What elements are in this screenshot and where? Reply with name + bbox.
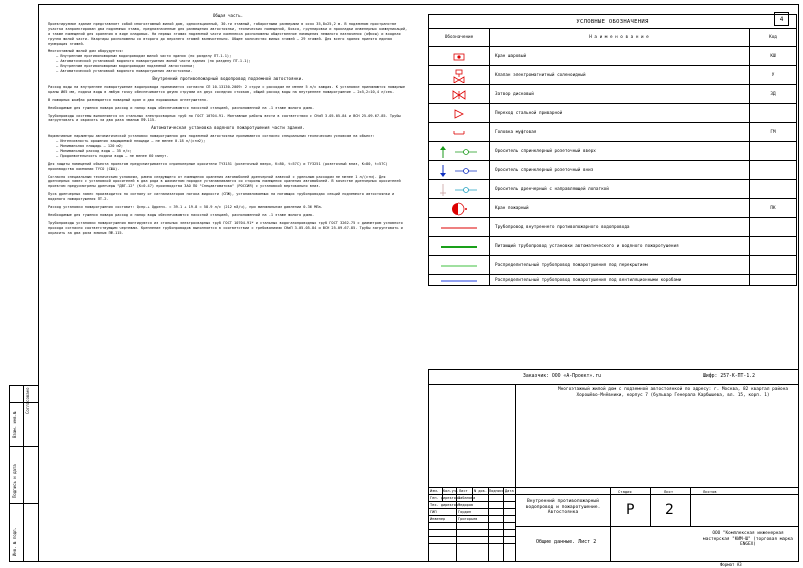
list-item: – Внутренним противопожарным водопроводом жилой части здания (по разделу ПТ-1.1);: [56, 54, 232, 59]
col-code: Код: [769, 35, 777, 40]
legend-row-butterfly: Затвор дисковый ЗД: [429, 85, 796, 104]
project-code: Шифр: 257-К-ПТ-1.2: [703, 374, 755, 379]
para-13: Трубопроводы установки пожаротушения монтируются из стальных электросварных труб ГОСТ 10704-91* и стальных водогазопроводных труб ГОСТ 3262-75 с диаметром условного прохода согласно соответствующим чертежам. Крепление трубопроводов выполняется в соответствии с требованиями СНиП 3.05.05-84 и ВСН 25-09.67-85. Трубы загрунтовать и окрасить за два раза эмалью ПФ-115.: [48, 220, 403, 235]
list-item: – Внутренним противопожарным водопроводом подземной автостоянки;: [56, 64, 195, 69]
para-12: Необходимые для тушения пожара расход и напор воды обеспечиваются насосной станцией, расположенной на -1 этаже жилого дома.: [48, 213, 315, 217]
drencher-icon: [429, 180, 489, 199]
pipe-duct-line: [429, 275, 489, 286]
customer: Заказчик: ООО «А-Проект».ru: [523, 374, 601, 379]
reducer-icon: [429, 104, 489, 123]
sheets-label: Листов: [703, 489, 717, 494]
para-2-intro: Многоэтажный жилой дом оборудуется:: [48, 49, 124, 54]
para-6: Трубопроводы системы выполняются из стальных электросварных труб по ГОСТ 10704-91. Монтажные работы вести в соответствии с СНиП 3.05.05-84 и ВСН 25-09.67-85. Трубы загрунтовать и окрасить за два раза эмалью ПФ-115.: [48, 113, 401, 123]
para-10: Пуск дренчерных завес производится по сигналу от сигнализаторов потока жидкости (СПЖ), устанавливаемых на питающих трубопроводах секций подземного автостоянки и водяного пожаротушения ПТ-2.: [48, 192, 395, 202]
strip-inv-orig: Инв. № подл.: [12, 527, 17, 556]
para-8: Для защиты помещений объекта проектом предусматривается спринклерные оросители TY3151 (розеточный вверх, К=80, t=57С) и TY3251 (розеточный вниз, К=80, t=57С) производства компании TYCO (США).: [48, 161, 388, 171]
role-gen-director: Ген. директор: [430, 496, 459, 500]
heading-auto: Автоматическая установка водяного пожаротушения части здания.: [151, 125, 305, 131]
name-gen-director: Шабанова: [458, 496, 476, 500]
legend-title: УСЛОВНЫЕ ОБОЗНАЧЕНИЯ: [429, 15, 796, 29]
header-kol: Кол.уч.: [443, 489, 459, 493]
stage-label: Стадия: [618, 489, 632, 494]
name-tech-director: Федоров: [458, 503, 474, 507]
general-notes: [48, 12, 408, 239]
legend-row-pipe-internal: Трубопровод внутреннего противопожарного водопровода: [429, 218, 796, 237]
parameters-list: [48, 139, 408, 159]
header-date: Дата: [505, 489, 514, 493]
pipe-distribution-line: [429, 256, 489, 275]
legend-row-hydrant: Кран пожарный ПК: [429, 199, 796, 218]
legend-table: [428, 14, 797, 286]
col-symbol: Обозначение: [444, 35, 474, 40]
name-gip: Гордин: [458, 510, 471, 514]
para-9: Согласно специальным техническим условиям, рампа следующего от помещения хранения автомобилей дренчерной завесой с удельным расходом не менее 1 л/(с∙м). Для дренчерных завес с установкой оросителей в два ряда в шахматном порядке устанавливаются со стороны помещения хранения автомобилей. В качестве дренчерных оросителей проектом предусмотрены дренчеры "ДВГ-12" (К=0.47) производства ЗАО ПО "Спецавтоматика" (РОССИЯ) с установкой вертикально вниз.: [48, 174, 401, 189]
solenoid-valve-icon: [429, 66, 489, 85]
header-ndoc: N док.: [474, 489, 487, 493]
heading-internal: Внутренний противопожарный водопровод подземной автостоянки.: [152, 75, 304, 81]
legend-row-solenoid: Клапан электромагнитный соленоидный У: [429, 66, 796, 85]
legend-header: [429, 29, 796, 47]
section-title: Внутренний противопожарный водопровод и пожаротушение. Автостоянка: [525, 499, 601, 516]
ball-valve-icon: [429, 47, 489, 66]
sheet-value: 2: [665, 502, 674, 518]
heading-general: Общая часть.: [212, 13, 244, 18]
para-1: Проектируемое здание представляет собой многоэтажный жилой дом, односекционный, 30-ти этажный, габаритными размерами в осях 35,8х25,2 м. В подземном пространстве участка запроектирован два подземных этажа, предназначенные для размещения автостоянки, технических помещений, бокса, группировки и прокладки инженерных коммуникаций, а также помещений для хранения в виде кладовых. На первых этажах надземной части комплекса расположены общественное помещения нежилого назначения (офисы) и входная группа жилой части. Квартиры расположены со второго до верхнего этажей включительно. Общее количество жилых этажей – 29 этажей. Для всего здания принята единая нумерация этажей.: [48, 21, 408, 46]
strip-sign-date: Подпись и дата: [12, 464, 17, 498]
equipment-list: [48, 54, 408, 74]
name-engineer: Григорьев: [458, 517, 478, 521]
list-item: – Автоматической установкой водяного пожаротушения жилой части здания (по разделу ПТ-1.1);: [56, 59, 251, 64]
list-item: – Продолжительность подачи воды – не менее 60 минут.: [56, 153, 169, 158]
list-item: – Минимальный расход воды – 35 л/с;: [56, 148, 132, 153]
para-11: Расход установки пожаротушения составит: Qспр.+ Qдренч. = 39.1 + 19.8 = 58.9 л/с (212 м3/ч), при минимальном давлении 0.36 МПа.: [48, 205, 323, 210]
role-engineer: Инженер: [430, 517, 446, 521]
company-name: ООО "Комплексная инженерная мастерская "КИМ-Ш" (торговая марка ENGEX): [703, 531, 793, 548]
list-item: – Минимальная площадь – 120 м2;: [56, 144, 124, 149]
para-3: Расход воды на внутреннее пожаротушение водопровода принимается согласно СП 10.13130.2009: 2 струи с расходом не менее 5 л/с каждая. К установке принимаются пожарные краны Ø65 мм, подача воды в любую точку обеспечивается двумя струями из двух соседних стояков, общий расход воды на внутреннее пожаротушение – 2х5,2=10,4 л/сек.: [48, 84, 405, 94]
header-sign: Подпись: [489, 489, 505, 493]
legend-row-ball-valve: Кран шаровый КШ: [429, 47, 796, 66]
sprinkler-up-icon: [429, 142, 489, 161]
header-izm: Изм.: [430, 489, 439, 493]
para-4: В пожарных шкафах размещается пожарный кран и два порошковых огнетушителя.: [48, 97, 209, 102]
butterfly-valve-icon: [429, 85, 489, 104]
list-item: – Интенсивность орошения защищаемой площади – не менее 0.18 л/(с∙м2);: [56, 139, 206, 144]
sheet-number: 4: [774, 12, 789, 26]
legend-row-sprinkler-down: Ороситель спринклерный розеточный вниз: [429, 161, 796, 180]
para-7: Нормативные параметры автоматической установки пожаротушения для подземной автостоянки принимаются согласно специальным техническим условиям на объект:: [48, 134, 375, 139]
para-5: Необходимые для тушения пожара расход и напор воды обеспечиваются насосной станцией, расположенной на -1 этаже жилого дома.: [48, 105, 315, 110]
role-gip: ГИП: [430, 510, 437, 514]
left-strip: [9, 385, 38, 562]
legend-row-pipe-distribution: Распределительный трубопровод пожаротушения под перекрытием: [429, 256, 796, 275]
legend-row-sprinkler-up: Ороситель спринклерный розеточный вверх: [429, 142, 796, 161]
role-tech-director: Тех. директор: [430, 503, 459, 507]
pipe-internal-line: [429, 218, 489, 237]
legend-row-pipe-supply: Питающий трубопровод установки автоматического и водяного пожаротушения: [429, 237, 796, 256]
object-title: Многоэтажный жилой дом с подземной автостоянкой по адресу: г. Москва, 82 квартал района Хорошёво-Мнёвники, корпус 7 (бульвар Генерала Карбышева, вл. 15, корп. 1): [558, 387, 788, 398]
legend-row-coupling: Головка муфтовая ГМ: [429, 123, 796, 142]
strip-agreed: Согласовано: [25, 387, 30, 414]
col-name: Н а и м е н о в а н и е: [589, 35, 649, 40]
format-label: Формат А3: [720, 562, 742, 567]
header-list: Лист: [459, 489, 468, 493]
legend-row-pipe-duct: Распределительный трубопровод пожаротушения под вентиляционными коробами: [429, 275, 796, 286]
sprinkler-down-icon: [429, 161, 489, 180]
legend-row-reducer: Переход стальной приварной: [429, 104, 796, 123]
fire-hydrant-icon: [429, 199, 489, 218]
strip-replace-inv: Взам. инв.№: [12, 411, 17, 438]
coupling-head-icon: [429, 123, 489, 142]
sheet-label: Лист: [664, 489, 674, 494]
drawing-title: Общие данные. Лист 2: [536, 539, 597, 545]
pipe-supply-line: [429, 237, 489, 256]
title-block: [428, 369, 799, 562]
stage-value: Р: [626, 502, 635, 518]
list-item: – Автоматической установкой водяного пожаротушения автостоянки.: [56, 69, 193, 74]
legend-row-drencher: Ороситель дренчерный с направляющей лопаткой: [429, 180, 796, 199]
